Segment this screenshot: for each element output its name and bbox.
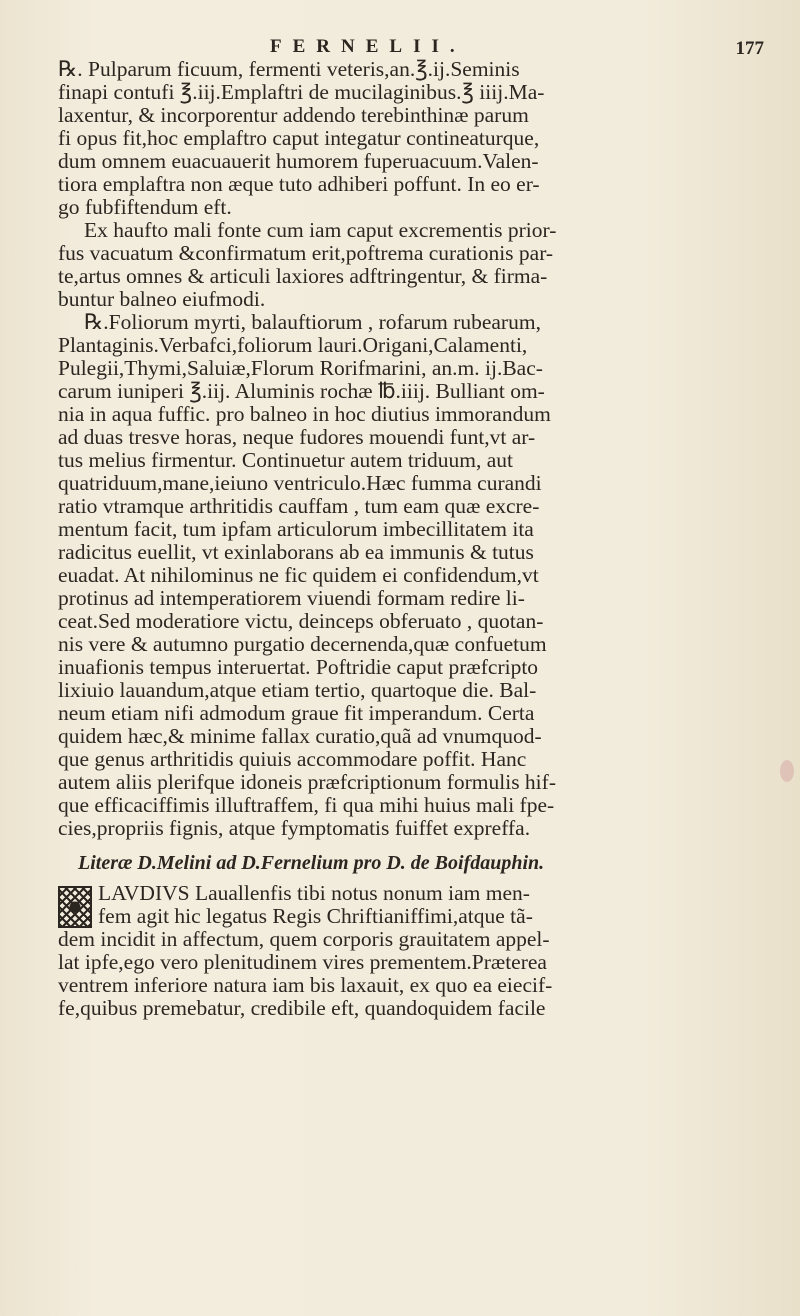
text-line: protinus ad intemperatiorem viuendi formam redire li- [58, 587, 525, 610]
text-line: ceat.Sed moderatiore victu, deinceps obferuato , quotan- [58, 610, 544, 633]
page-number: 177 [735, 38, 764, 59]
letter-opening [58, 882, 764, 928]
text-line: nia in aqua fuffic. pro balneo in hoc diutius immorandum [58, 403, 551, 426]
text-line: ℞.Foliorum myrti, balauftiorum , rofarum rubearum, [84, 311, 541, 334]
text-line: Ex haufto mali fonte cum iam caput excrementis prior- [84, 219, 557, 242]
paragraph-prescription-balneum [58, 311, 764, 840]
text-line: lixiuio lauandum,atque etiam tertio, quartoque die. Bal- [58, 679, 537, 702]
text-line: dum omnem euacuauerit humorem fuperuacuum.Valen- [58, 150, 539, 173]
paragraph-ex-haufto [58, 219, 764, 311]
text-line: euadat. At nihilominus ne fic quidem ei confidendum,vt [58, 564, 539, 587]
text-line: lat ipfe,ego vero plenitudinem vires prementem.Præterea [58, 951, 547, 974]
text-line: Plantaginis.Verbafci,foliorum lauri.Origani,Calamenti, [58, 334, 528, 357]
text-line: ad duas tresve horas, neque fudores mouendi funt,vt ar- [58, 426, 536, 449]
text-line: que genus arthritidis quiuis accommodare poffit. Hanc [58, 748, 527, 771]
text-line: laxentur, & incorporentur addendo terebinthinæ parum [58, 104, 529, 127]
text-line: que efficaciffimis illuftraffem, fi qua mihi huius mali fpe- [58, 794, 555, 817]
text-line: ℞. Pulparum ficuum, fermenti veteris,an.℥.ij.Seminis [58, 58, 520, 81]
text-line: mentum facit, tum ipfam articulorum imbecillitatem ita [58, 518, 534, 541]
text-line: quidem hæc,& minime fallax curatio,quã ad vnumquod- [58, 725, 542, 748]
text-line: neum etiam nifi admodum graue fit imperandum. Certa [58, 702, 535, 725]
letter-heading: Literæ D.Melini ad D.Fernelium pro D. de Boifdauphin. [78, 852, 545, 874]
text-line: Pulegii,Thymi,Saluiæ,Florum Rorifmarini, an.m. ij.Bac- [58, 357, 543, 380]
text-line: go fubfiftendum eft. [58, 196, 232, 219]
paragraph-letter [58, 882, 764, 1020]
paragraph-prescription-pulparum [58, 58, 764, 219]
text-line: ventrem inferiore natura iam bis laxauit, ex quo ea eiecif- [58, 974, 553, 997]
text-line: inuafionis tempus interuertat. Poftridie caput præfcripto [58, 656, 539, 679]
text-line: te,artus omnes & articuli laxiores adftringentur, & firma- [58, 265, 548, 288]
text-line: cies,propriis fignis, atque fymptomatis fuiffet expreffa. [58, 817, 531, 840]
text-line: buntur balneo eiufmodi. [58, 288, 266, 311]
text-line: autem aliis plerifque idoneis præfcriptionum formulis hif- [58, 771, 556, 794]
text-line: dem incidit in affectum, quem corporis grauitatem appel- [58, 928, 550, 951]
paper-stain [780, 760, 794, 782]
text-line: fe,quibus premebatur, credibile eft, quandoquidem facile [58, 997, 546, 1020]
text-line: radicitus euellit, vt exinlaborans ab ea immunis & tutus [58, 541, 534, 564]
text-line: quatriduum,mane,ieiuno ventriculo.Hæc fumma curandi [58, 472, 542, 495]
running-title: FERNELII. [270, 36, 466, 57]
text-line: finapi contufi ℥.iij.Emplaftri de mucilaginibus.℥ iiij.Ma- [58, 81, 545, 104]
text-line: nis vere & autumno purgatio decernenda,quæ confuetum [58, 633, 547, 656]
text-line: fi opus fit,hoc emplaftro caput integatur contineaturque, [58, 127, 540, 150]
decorative-initial-ornament [58, 886, 92, 928]
text-line: LAVDIVS Lauallenfis tibi notus nonum iam men- [98, 882, 530, 905]
text-line: tus melius firmentur. Continuetur autem triduum, aut [58, 449, 514, 472]
text-line: carum iuniperi ℥.iij. Aluminis rochæ ℔.iiij. Bulliant om- [58, 380, 545, 403]
text-line: fus vacuatum &confirmatum erit,poftrema curationis par- [58, 242, 554, 265]
text-line: ratio vtramque arthritidis cauffam , tum eam quæ excre- [58, 495, 540, 518]
text-line: tiora emplaftra non æque tuto adhiberi poffunt. In eo er- [58, 173, 540, 196]
main-text [58, 58, 764, 1020]
text-line: fem agit hic legatus Regis Chriftianiffimi,atque tã- [98, 905, 533, 928]
